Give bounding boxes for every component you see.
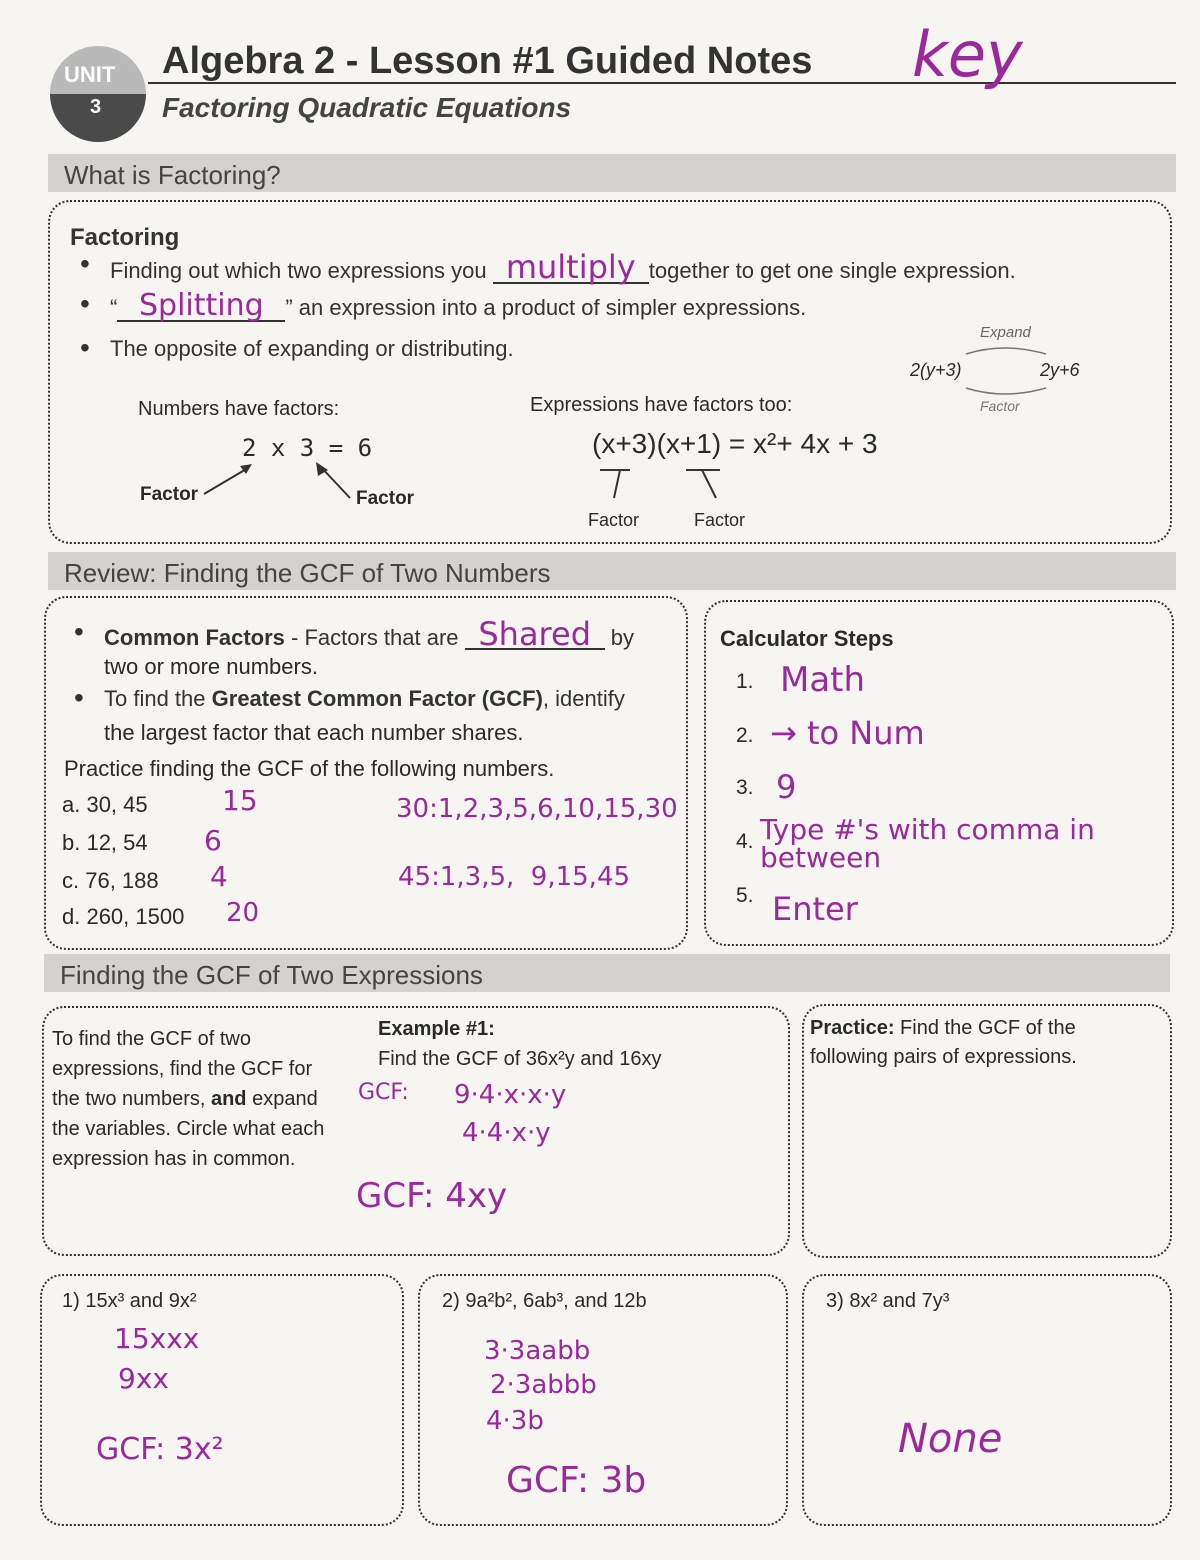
practice-intro-text	[810, 1014, 1150, 1072]
example-prompt	[378, 1048, 661, 1071]
section-heading-bar	[48, 552, 1176, 590]
fill-in-blank: Splitting	[117, 292, 285, 322]
bullet-text: Finding out which two expressions you	[110, 258, 487, 283]
key-annotation: key	[912, 18, 1023, 91]
bold-term: Common Factors	[104, 625, 285, 650]
calculator-title: Calculator Steps	[720, 626, 894, 651]
bullet-text: ” an expression into a product of simpler expressions.	[285, 295, 807, 320]
practice-bold: Practice:	[810, 1017, 895, 1039]
expression-factor-label-1: Factor	[588, 510, 640, 530]
answer-a: 15	[222, 784, 258, 817]
numbers-equation: 2 x 3 = 6	[242, 434, 373, 462]
calc-step-text: Enter	[772, 890, 858, 928]
factor-arrow-left	[204, 468, 248, 494]
expressions-equation: (x+3)(x+1) = x²+ 4x + 3	[592, 428, 878, 459]
expressions-intro	[52, 1024, 332, 1174]
problem-1-work-1: 15xxx	[114, 1322, 200, 1355]
factor-work-45: 45:1,3,5, 9,15,45	[398, 862, 631, 892]
problem-b: b. 12, 54	[62, 830, 148, 855]
problem-c: c. 76, 188	[62, 868, 159, 893]
calc-step-num: 4.	[736, 830, 754, 853]
unit-number: 3	[90, 96, 102, 118]
factor-line	[614, 470, 620, 498]
factor-work-30: 30:1,2,3,5,6,10,15,30	[396, 794, 678, 824]
problem-2-work-2: 2·3abbb	[490, 1370, 597, 1400]
factor-arrows	[190, 452, 370, 512]
bullet-text: To find the	[104, 686, 212, 711]
calc-step-text: → to Num	[770, 714, 925, 752]
definition-bullet-1	[110, 248, 1016, 286]
expand-right-expr: 2y+6	[1040, 360, 1080, 380]
practice-text: Find the GCF of the following pairs of expressions.	[810, 1017, 1077, 1068]
calc-step-num: 1.	[736, 670, 754, 693]
calc-step-text: Type #'s with comma in between	[760, 813, 1095, 874]
unit-label: UNIT	[64, 62, 116, 87]
calc-step-num: 2.	[736, 724, 754, 747]
problem-2-label: 2) 9a²b², 6ab³, and 12b	[442, 1290, 647, 1312]
review-bullet-2	[104, 686, 625, 712]
definition-bullet-2	[110, 288, 807, 323]
intro-text: To find the GCF of two expressions, find the GCF for the two numbers,	[52, 1028, 313, 1110]
bullet-text: by	[610, 625, 635, 650]
problem-2-work-3: 4·3b	[486, 1406, 544, 1436]
problem-1-work-2: 9xx	[118, 1362, 169, 1395]
prompt-text: Find the GCF of	[378, 1048, 526, 1070]
answer-b: 6	[204, 824, 222, 857]
answer-d: 20	[226, 898, 260, 928]
calc-step-text: Math	[780, 660, 866, 700]
section-heading-bar	[48, 154, 1176, 192]
factor-label-right: Factor	[356, 488, 415, 509]
example-title: Example #1:	[378, 1018, 495, 1040]
open-quote: “	[110, 295, 118, 320]
section-heading: Review: Finding the GCF of Two Numbers	[64, 558, 551, 588]
expression-factor-lines	[590, 464, 750, 504]
factor-label: Factor	[980, 398, 1020, 414]
review-bullet-1-cont: two or more numbers.	[104, 654, 318, 679]
answer-c: 4	[210, 860, 228, 893]
factor-arrow	[966, 388, 1046, 394]
expand-factor-arrows	[960, 340, 1060, 404]
numbers-factors-label: Numbers have factors:	[138, 398, 340, 420]
review-bullet-1	[104, 615, 635, 653]
problem-3-answer: None	[898, 1416, 1003, 1462]
example-work-2: 4·4·x·y	[462, 1118, 551, 1148]
problem-d: d. 260, 1500	[62, 904, 185, 929]
box-title: Factoring	[70, 224, 180, 251]
calc-step-num: 5.	[736, 884, 754, 907]
expand-label: Expand	[980, 324, 1031, 341]
factor-line	[702, 470, 716, 498]
problem-1-answer: GCF: 3x²	[96, 1432, 224, 1467]
unit-badge	[50, 46, 146, 142]
review-bullet-2-cont: the largest factor that each number shares.	[104, 720, 524, 745]
expand-arrow	[966, 348, 1046, 354]
problem-a: a. 30, 45	[62, 792, 148, 817]
section-heading: Finding the GCF of Two Expressions	[60, 960, 483, 990]
problem-1-label: 1) 15x³ and 9x²	[62, 1290, 197, 1312]
intro-bold: and	[210, 1088, 247, 1110]
section-heading: What is Factoring?	[64, 160, 281, 190]
fill-in-blank: Shared	[465, 620, 605, 650]
example-gcf-label: GCF:	[358, 1080, 409, 1105]
bold-term: Greatest Common Factor (GCF)	[211, 686, 543, 711]
fill-in-blank: multiply	[493, 252, 649, 284]
problem-2-work-1: 3·3aabb	[484, 1336, 591, 1366]
example-work-1: 9·4·x·x·y	[454, 1080, 567, 1110]
bullet-text: together to get one single expression.	[648, 258, 1016, 283]
expressions-factors-label: Expressions have factors too:	[530, 394, 793, 416]
practice-intro: Practice finding the GCF of the following numbers.	[64, 756, 555, 781]
calc-step-text: 9	[776, 768, 797, 806]
calc-step-num: 3.	[736, 776, 754, 799]
factor-label-left: Factor	[140, 484, 199, 505]
page-subtitle: Factoring Quadratic Equations	[162, 92, 572, 123]
example-answer: GCF: 4xy	[356, 1176, 508, 1216]
problem-3-label: 3) 8x² and 7y³	[826, 1290, 950, 1312]
problem-2-answer: GCF: 3b	[506, 1460, 647, 1501]
bullet-text: - Factors that are	[284, 625, 459, 650]
prompt-expr: 36x²y and 16xy	[525, 1048, 662, 1070]
expand-left-expr: 2(y+3)	[910, 360, 962, 380]
expression-factor-label-2: Factor	[694, 510, 746, 530]
definition-bullet-3: • The opposite of expanding or distributing.	[110, 336, 514, 362]
section-heading-bar	[44, 954, 1170, 992]
intro-text: expand the variables. Circle what each expression has in common.	[52, 1088, 325, 1170]
page-title: Algebra 2 - Lesson #1 Guided Notes	[162, 40, 813, 82]
bullet-text: , identify	[542, 686, 625, 711]
